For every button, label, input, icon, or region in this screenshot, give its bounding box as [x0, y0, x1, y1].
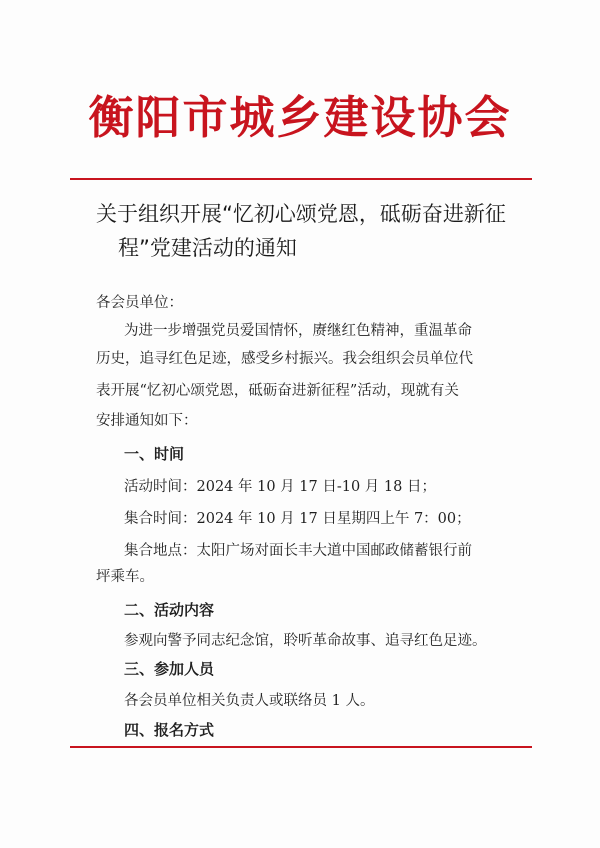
- notice-title-line-2: 程”党建活动的通知: [118, 236, 297, 260]
- intro-line-4: 安排通知如下：: [96, 413, 198, 429]
- gather-place-line-1: 集合地点：太阳广场对面长丰大道中国邮政储蓄银行前: [124, 543, 472, 559]
- gather-place-line-2: 坪乘车。: [96, 569, 154, 585]
- notice-title: [96, 197, 516, 265]
- section-heading-participants: 三、参加人员: [124, 660, 215, 678]
- section-heading-signup: 四、报名方式: [124, 721, 215, 739]
- section-heading-content: 二、活动内容: [124, 601, 215, 619]
- gather-time: 集合时间：2024 年 10 月 17 日星期四上午 7：00；: [124, 511, 471, 527]
- footer-red-rule: [70, 746, 532, 748]
- section-heading-time: 一、时间: [124, 445, 185, 463]
- content-text: 参观向警予同志纪念馆，聆听革命故事、追寻红色足迹。: [124, 633, 487, 649]
- intro-line-1: 为进一步增强党员爱国情怀，赓继红色精神，重温革命: [124, 323, 472, 339]
- organization-masthead: 衡阳市城乡建设协会: [88, 91, 512, 144]
- intro-line-2: 历史，追寻红色足迹，感受乡村振兴。我会组织会员单位代: [96, 351, 473, 367]
- salutation: 各会员单位：: [96, 295, 183, 311]
- masthead-red-rule: [70, 178, 532, 180]
- notice-title-line-1: 关于组织开展“忆初心颂党恩，砥砺奋进新征: [96, 202, 506, 226]
- activity-time: 活动时间：2024 年 10 月 17 日-10 月 18 日；: [124, 479, 436, 495]
- participants-text: 各会员单位相关负责人或联络员 1 人。: [124, 693, 375, 709]
- intro-line-3: 表开展“忆初心颂党恩，砥砺奋进新征程”活动，现就有关: [96, 383, 459, 399]
